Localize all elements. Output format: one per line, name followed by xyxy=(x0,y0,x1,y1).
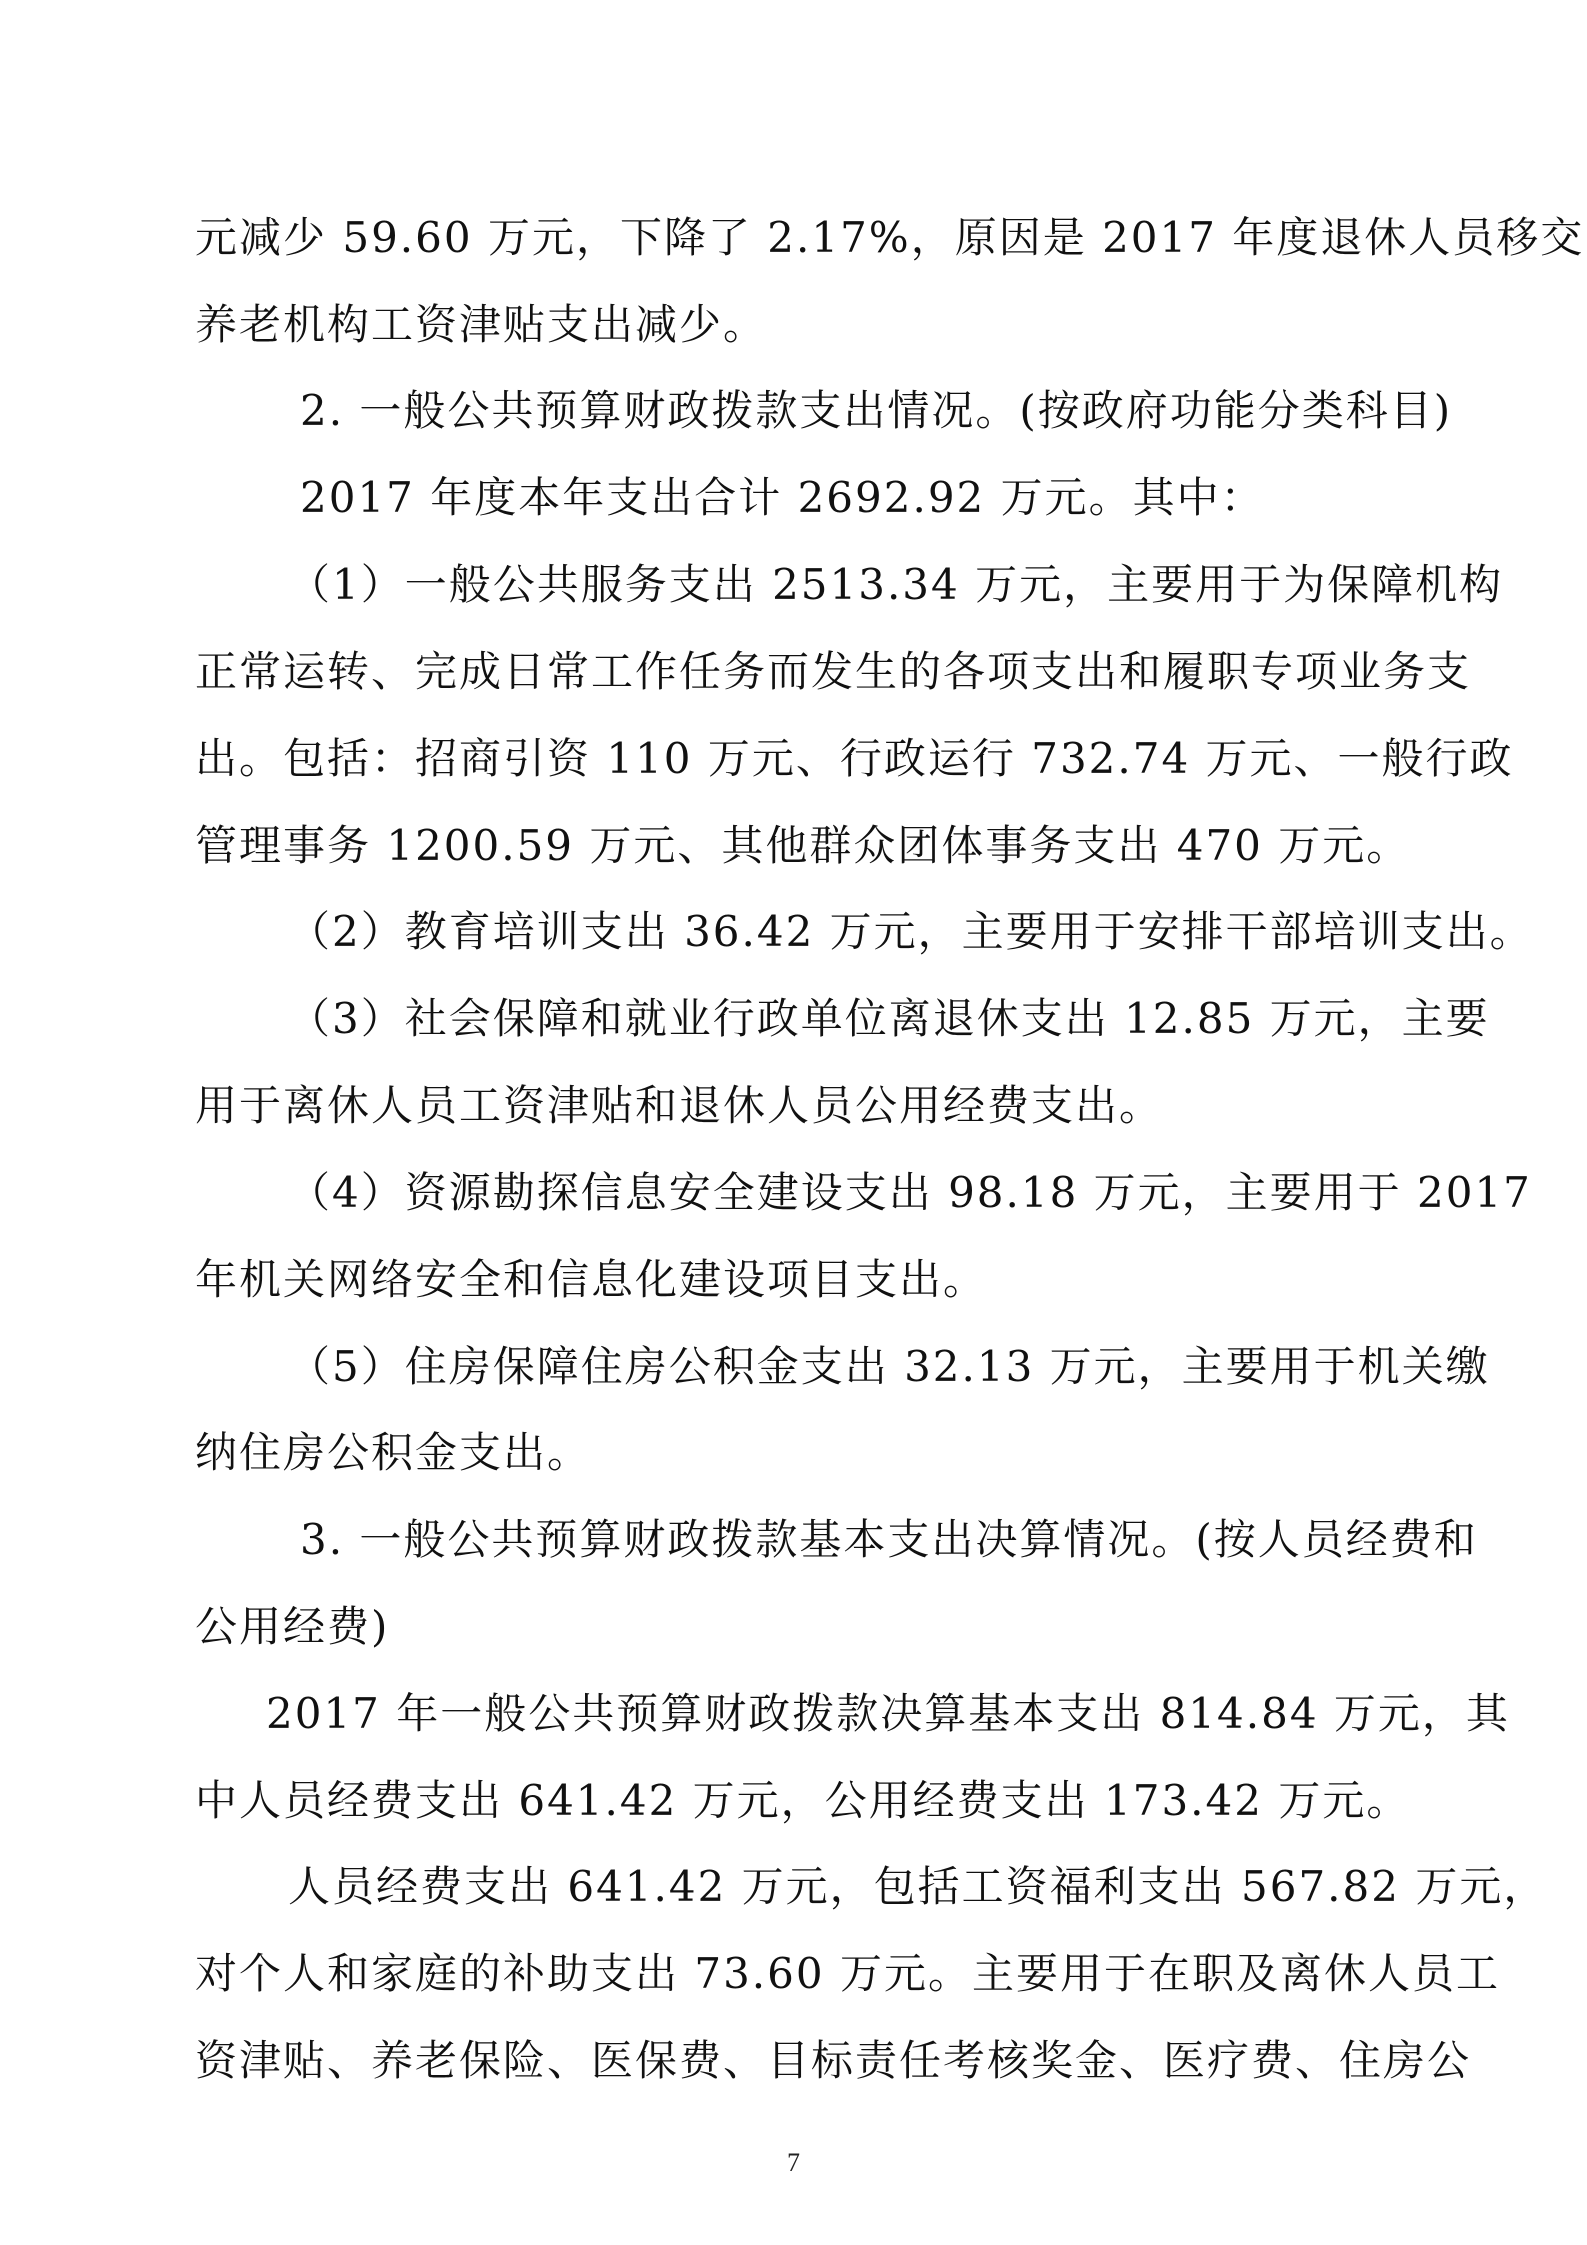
text-line: （5）住房保障住房公积金支出 32.13 万元，主要用于机关缴 xyxy=(288,1342,1490,1391)
text-line: （4）资源勘探信息安全建设支出 98.18 万元，主要用于 2017 xyxy=(288,1168,1532,1217)
page-number: 7 xyxy=(787,2148,800,2177)
text-line: 公用经费) xyxy=(195,1602,390,1651)
section-heading: 3. 一般公共预算财政拨款基本支出决算情况。(按人员经费和 xyxy=(300,1515,1478,1564)
text-line: （1）一般公共服务支出 2513.34 万元，主要用于为保障机构 xyxy=(288,560,1504,609)
text-line: 用于离休人员工资津贴和退休人员公用经费支出。 xyxy=(195,1081,1164,1130)
text-line: 管理事务 1200.59 万元、其他群众团体事务支出 470 万元。 xyxy=(195,821,1411,870)
text-line: 2017 年一般公共预算财政拨款决算基本支出 814.84 万元，其 xyxy=(266,1689,1510,1738)
text-line: 资津贴、养老保险、医保费、目标责任考核奖金、医疗费、住房公 xyxy=(195,2036,1472,2085)
text-line: 养老机构工资津贴支出减少。 xyxy=(195,300,768,349)
text-line: 对个人和家庭的补助支出 73.60 万元。主要用于在职及离休人员工 xyxy=(195,1949,1500,1998)
section-heading: 2. 一般公共预算财政拨款支出情况。(按政府功能分类科目) xyxy=(300,386,1453,435)
text-line: 纳住房公积金支出。 xyxy=(195,1428,592,1477)
text-line: 2017 年度本年支出合计 2692.92 万元。其中： xyxy=(300,473,1265,522)
text-line: 元减少 59.60 万元，下降了 2.17%，原因是 2017 年度退休人员移交 xyxy=(195,213,1585,262)
text-line: （2）教育培训支出 36.42 万元，主要用于安排干部培训支出。 xyxy=(288,907,1534,956)
text-line: （3）社会保障和就业行政单位离退休支出 12.85 万元，主要 xyxy=(288,994,1490,1043)
text-line: 正常运转、完成日常工作任务而发生的各项支出和履职专项业务支 xyxy=(195,647,1472,696)
text-line: 中人员经费支出 641.42 万元，公用经费支出 173.42 万元。 xyxy=(195,1776,1411,1825)
text-line: 人员经费支出 641.42 万元，包括工资福利支出 567.82 万元， xyxy=(288,1862,1548,1911)
text-line: 出。包括：招商引资 110 万元、行政运行 732.74 万元、一般行政 xyxy=(195,734,1514,783)
text-line: 年机关网络安全和信息化建设项目支出。 xyxy=(195,1255,988,1304)
